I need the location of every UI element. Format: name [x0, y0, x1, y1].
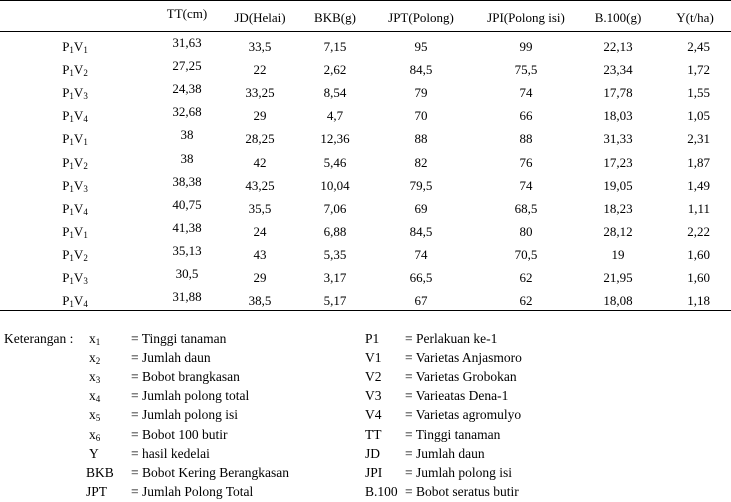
row-label-sub: 2	[83, 68, 88, 79]
table-cell: 95	[414, 39, 428, 54]
table-cell: 2,22	[687, 223, 710, 239]
table-cell: 38	[180, 150, 194, 166]
row-label-sub: 2	[83, 160, 88, 171]
table-cell: 31,88	[172, 289, 202, 305]
legend-symbol-sub: 6	[95, 432, 101, 443]
table-cell: 28,25	[245, 131, 275, 147]
header-b100: B.100(g)	[594, 10, 642, 25]
legend-description: = Bobot Kering Berangkasan	[131, 464, 289, 480]
row-label-sub: 1	[69, 114, 74, 125]
table-cell: 66	[519, 108, 533, 124]
table-cell: 99	[519, 39, 533, 54]
legend-symbol: $x_1$	[89, 331, 101, 347]
table-top-rule	[0, 0, 731, 1]
table-cell: 1,72	[687, 62, 710, 78]
legend-description: = Varietas Grobokan	[405, 369, 517, 385]
table-cell: 1,60	[687, 246, 710, 262]
table-cell: 22,13	[603, 39, 633, 54]
row-label-sub: 3	[83, 91, 88, 102]
table-cell: 62	[519, 270, 533, 285]
row-label-sub: 4	[83, 114, 88, 125]
table-cell: 5,35	[323, 246, 347, 262]
table-cell: 18,03	[603, 108, 633, 124]
row-label-sub: 1	[83, 137, 88, 148]
legend-symbol: V4	[365, 407, 382, 423]
table-cell: 43	[253, 246, 267, 262]
row-label: $P_1V_2$	[62, 246, 88, 263]
row-label: $P_1V_3$	[62, 270, 88, 286]
table-cell: 21,95	[603, 270, 633, 285]
table-cell: 1,60	[687, 270, 710, 285]
legend-description: = Bobot brangkasan	[131, 369, 240, 385]
legend-symbol: $x_3$	[89, 369, 101, 386]
legend-symbol: V3	[365, 388, 382, 404]
table-cell: 24,38	[172, 81, 202, 97]
legend-description: = Jumlah daun	[131, 350, 211, 366]
table-cell: 38	[180, 127, 194, 143]
legend-symbol: P1	[365, 331, 380, 346]
table-cell: 32,68	[172, 104, 202, 120]
legend-description: = Tinggi tanaman	[405, 426, 501, 442]
table-cell: 29	[253, 108, 267, 124]
table-cell: 1,49	[687, 177, 710, 193]
table-cell: 7,15	[323, 39, 347, 54]
table-cell: 12,36	[320, 131, 350, 147]
table-cell: 41,38	[172, 219, 202, 235]
header-bkb: BKB(g)	[314, 10, 356, 25]
table-cell: 31,33	[603, 131, 633, 147]
table-cell: 68,5	[514, 200, 538, 216]
legend-description: = Varietas agromulyo	[405, 407, 522, 423]
header-jpt: JPT(Polong)	[388, 10, 454, 25]
row-label: $P_1V_1$	[62, 39, 88, 55]
table-bottom-rule	[0, 310, 731, 311]
row-label-sub: 1	[69, 252, 74, 263]
row-label-sub: 4	[83, 206, 88, 217]
table-cell: 74	[519, 85, 533, 101]
table-cell: 18,08	[603, 293, 633, 309]
table-cell: 84,5	[409, 62, 433, 78]
row-label-sub: 1	[69, 183, 74, 194]
table-cell: 75,5	[514, 62, 538, 78]
legend-description: = Jumlah polong isi	[405, 464, 512, 480]
legend-symbol: $x_6$	[89, 426, 101, 443]
row-label-sub: 4	[83, 299, 88, 310]
table-cell: 5,46	[323, 154, 347, 170]
row-label: $P_1V_4$	[62, 293, 88, 310]
table-cell: 43,25	[245, 177, 275, 193]
table-cell: 82	[414, 154, 428, 170]
row-label-sub: 1	[69, 137, 74, 148]
table-cell: 3,17	[323, 270, 347, 285]
legend-symbol: $x_4$	[89, 388, 101, 405]
table-cell: 67	[414, 293, 428, 309]
table-cell: 35,5	[248, 200, 272, 216]
row-label: $P_1V_2$	[62, 154, 88, 171]
legend-description: = Jumlah Polong Total	[131, 483, 254, 499]
legend-description: = Tinggi tanaman	[131, 331, 227, 346]
row-label-sub: 1	[69, 206, 74, 217]
table-cell: 6,88	[323, 223, 347, 239]
row-label-sub: 1	[69, 45, 74, 55]
legend-symbol-sub: 5	[95, 413, 101, 424]
row-label: $P_1V_4$	[62, 108, 88, 125]
table-cell: 2,62	[323, 62, 347, 78]
table-cell: 84,5	[409, 223, 433, 239]
row-label-sub: 1	[69, 160, 74, 171]
table-cell: 22	[253, 62, 267, 78]
legend-symbol: JD	[365, 445, 381, 461]
table-cell: 1,05	[687, 108, 710, 124]
table-cell: 7,06	[323, 200, 347, 216]
table-cell: 74	[414, 246, 428, 262]
legend-symbol: BKB	[86, 464, 114, 480]
row-label: $P_1V_3$	[62, 85, 88, 102]
table-cell: 79,5	[409, 177, 433, 193]
table-cell: 4,7	[326, 108, 344, 124]
table-cell: 8,54	[323, 85, 347, 101]
table-cell: 10,04	[320, 177, 350, 193]
row-label: $P_1V_1$	[62, 131, 88, 148]
row-label-sub: 3	[83, 183, 88, 194]
row-label: $P_1V_1$	[62, 223, 88, 240]
table-cell: 74	[519, 177, 533, 193]
table-cell: 66,5	[409, 270, 433, 285]
table-cell: 1,18	[687, 293, 710, 309]
table-cell: 62	[519, 293, 533, 309]
table-cell: 76	[519, 154, 533, 170]
legend-symbol: TT	[365, 426, 382, 442]
table-cell: 42	[253, 154, 267, 170]
table-cell: 29	[253, 270, 267, 285]
row-label-sub: 1	[69, 68, 74, 79]
table-cell: 19,05	[603, 177, 633, 193]
table-cell: 2,45	[687, 39, 710, 54]
row-label-sub: 1	[69, 91, 74, 102]
row-label-sub: 2	[83, 252, 88, 263]
header-y: Y(t/ha)	[676, 10, 714, 25]
row-label: $P_1V_3$	[62, 177, 88, 194]
legend-symbol-sub: 4	[95, 394, 101, 405]
table-cell: 19	[611, 246, 625, 262]
legend-symbol-sub: 3	[95, 375, 101, 386]
legend-symbol-sub: 1	[95, 337, 101, 347]
table-cell: 27,25	[172, 58, 202, 74]
table-cell: 79	[414, 85, 428, 101]
table-cell: 69	[414, 200, 428, 216]
table-cell: 17,78	[603, 85, 633, 101]
row-label-sub: 1	[83, 229, 88, 240]
legend-description: = Jumlah daun	[405, 445, 485, 461]
table-cell: 80	[519, 223, 533, 239]
legend-description: = Bobot seratus butir	[405, 483, 519, 499]
table-cell: 18,23	[603, 200, 633, 216]
legend-symbol: $x_5$	[89, 407, 101, 424]
row-label-sub: 3	[83, 276, 88, 286]
header-jd: JD(Helai)	[234, 10, 286, 25]
table-cell: 40,75	[172, 196, 202, 212]
row-label-sub: 1	[69, 276, 74, 286]
header-jpi: JPI(Polong isi)	[487, 10, 565, 25]
table-cell: 33,5	[248, 39, 272, 54]
table-header-rule	[0, 31, 731, 32]
table-cell: 70	[414, 108, 428, 124]
header-tt: TT(cm)	[166, 6, 208, 21]
table-cell: 70,5	[514, 246, 538, 262]
table-cell: 35,13	[172, 242, 202, 258]
row-label-sub: 1	[69, 229, 74, 240]
table-cell: 2,31	[687, 131, 710, 147]
table-cell: 17,23	[603, 154, 633, 170]
table-cell: 38,5	[248, 293, 272, 309]
legend-description: = Perlakuan ke-1	[405, 331, 498, 346]
table-cell: 88	[519, 131, 533, 147]
table-cell: 24	[253, 223, 267, 239]
legend-symbol-sub: 2	[95, 356, 101, 367]
legend-description: = hasil kedelai	[131, 445, 210, 461]
legend-symbol: V1	[365, 350, 382, 366]
table-cell: 33,25	[245, 85, 275, 101]
row-label-sub: 1	[83, 45, 88, 55]
legend-description: = Varietas Anjasmoro	[405, 350, 522, 366]
table-cell: 88	[414, 131, 428, 147]
legend-symbol: B.100	[365, 483, 398, 499]
table-cell: 1,55	[687, 85, 710, 101]
table-cell: 30,5	[175, 266, 199, 281]
table-cell: 1,11	[687, 200, 710, 216]
row-label: $P_1V_2$	[62, 62, 88, 79]
row-label: $P_1V_4$	[62, 200, 88, 217]
legend-heading: Keterangan :	[4, 331, 74, 346]
legend-symbol: JPT	[86, 483, 108, 499]
legend-description: = Jumlah polong total	[131, 388, 250, 404]
legend-symbol: JPI	[365, 464, 383, 480]
legend-symbol: Y	[89, 445, 99, 461]
legend-description: = Bobot 100 butir	[131, 426, 228, 442]
legend-symbol: V2	[365, 369, 382, 385]
legend-description: = Jumlah polong isi	[131, 407, 238, 423]
table-cell: 5,17	[323, 293, 347, 309]
table-cell: 38,38	[172, 173, 202, 189]
table-cell: 1,87	[687, 154, 710, 170]
legend-symbol: $x_2$	[89, 350, 101, 367]
table-cell: 28,12	[603, 223, 633, 239]
legend-description: = Varieatas Dena-1	[405, 388, 509, 404]
table-cell: 31,63	[172, 35, 202, 50]
table-cell: 23,34	[603, 62, 633, 78]
row-label-sub: 1	[69, 299, 74, 310]
